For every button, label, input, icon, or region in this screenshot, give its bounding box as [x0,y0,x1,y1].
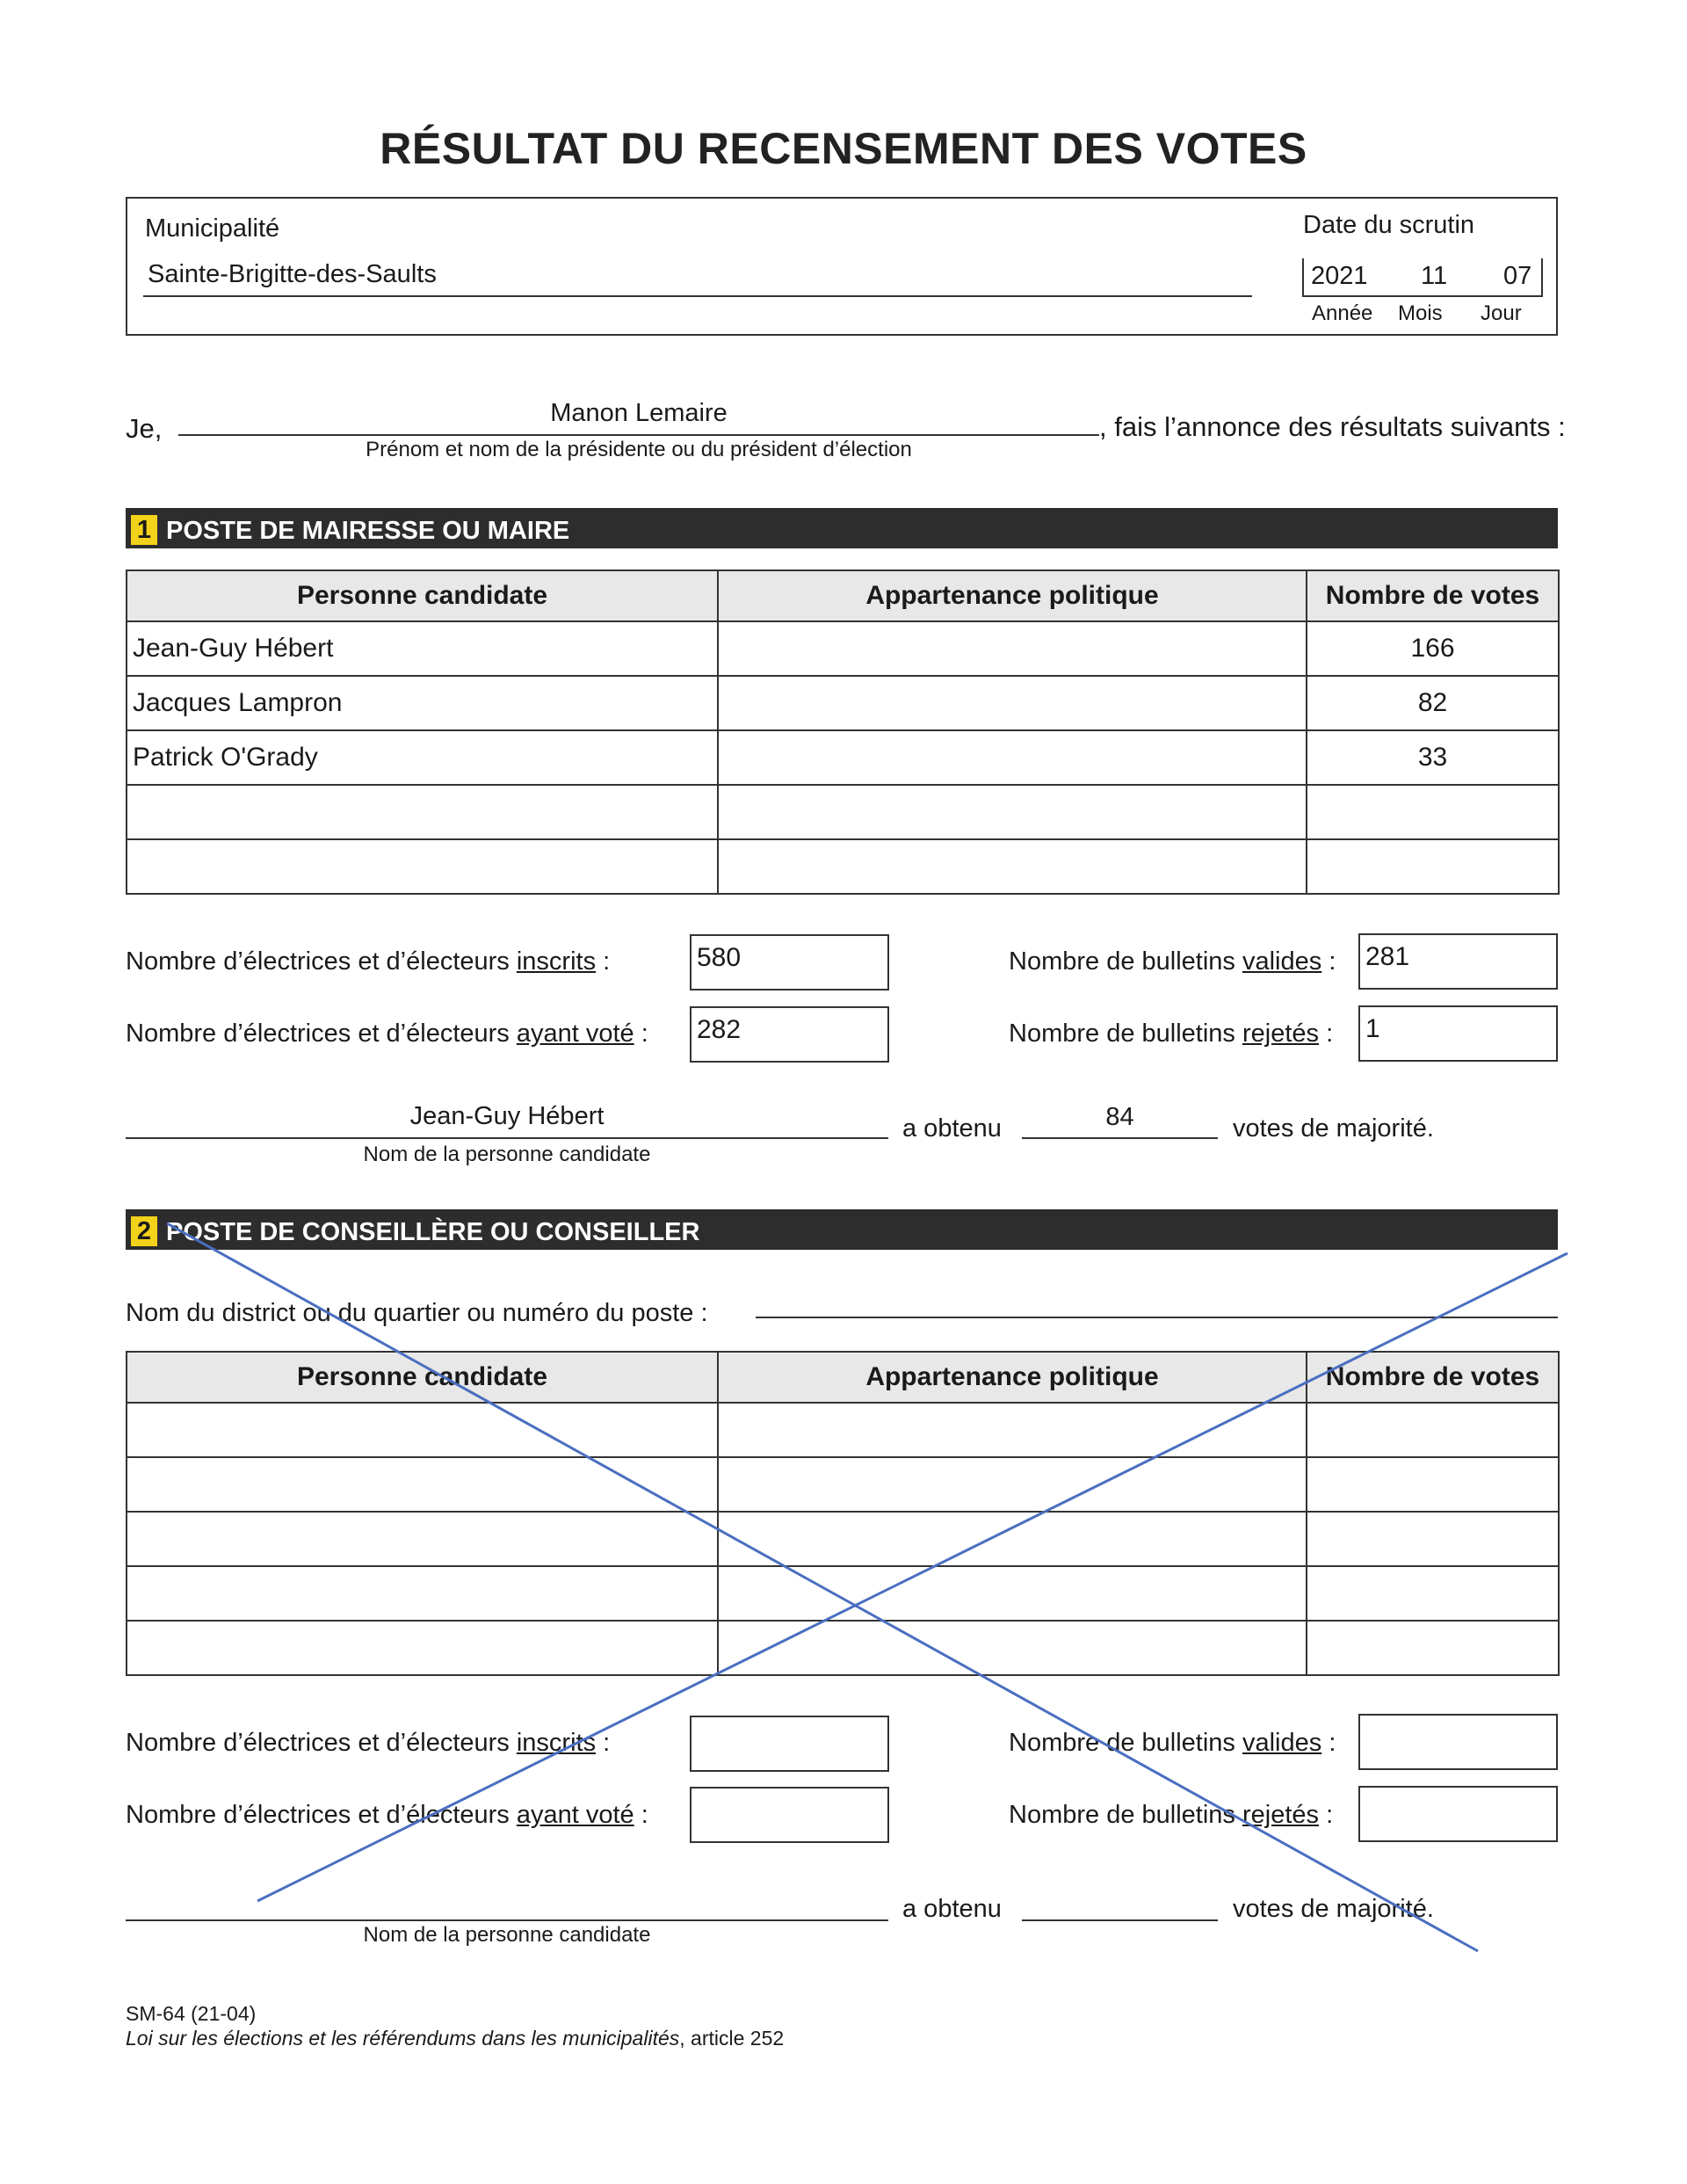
column-header-candidate: Personne candidate [127,570,718,621]
election-year[interactable]: 2021 [1311,262,1368,290]
candidate-name-cell[interactable]: Jean-Guy Hébert [127,621,718,676]
cross-line-1 [167,1223,1478,1951]
valid-ballots-label-2: Nombre de bulletins valides : [1009,1729,1336,1757]
majority-value[interactable]: 84 [1105,1103,1134,1131]
registered-voters-label-2: Nombre d’électrices et d’électeurs inscrits : [126,1729,611,1757]
candidate-name-cell[interactable]: Jacques Lampron [127,676,718,730]
president-name-caption: Prénom et nom de la présidente ou du président d’élection [366,438,912,461]
form-code: SM-64 (21-04) [126,2002,257,2025]
valid-ballots-field[interactable]: 281 [1358,933,1558,990]
election-day[interactable]: 07 [1503,262,1532,290]
section1-title: POSTE DE MAIRESSE OU MAIRE [166,517,570,545]
section2-number: 2 [131,1216,157,1246]
election-month[interactable]: 11 [1421,262,1448,290]
candidate-name-cell[interactable]: Patrick O'Grady [127,730,718,785]
district-label: Nom du district ou du quartier ou numéro du poste : [126,1299,708,1327]
rejected-ballots-label-2: Nombre de bulletins rejetés : [1009,1801,1334,1829]
winner-name-caption: Nom de la personne candidate [363,1143,651,1166]
page-title: RÉSULTAT DU RECENSEMENT DES VOTES [380,124,1307,173]
law-reference: Loi sur les élections et les référendums dans les municipalités, article 252 [126,2027,785,2050]
column-header-votes: Nombre de votes [1307,570,1559,621]
voted-label: Nombre d’électrices et d’électeurs ayant voté : [126,1019,648,1048]
winner-name-caption-2: Nom de la personne candidate [363,1923,651,1947]
president-name[interactable]: Manon Lemaire [550,399,728,427]
votes-cell[interactable]: 82 [1307,676,1559,730]
rejected-ballots-field[interactable]: 1 [1358,1005,1558,1062]
voted-label-2: Nombre d’électrices et d’électeurs ayant voté : [126,1801,648,1829]
column-header-candidate: Personne candidate [127,1352,718,1403]
votes-cell[interactable]: 166 [1307,621,1559,676]
section1-number: 1 [131,515,157,545]
votes-cell[interactable]: 33 [1307,730,1559,785]
announcement-prefix: Je, [126,413,163,444]
column-header-votes: Nombre de votes [1307,1352,1559,1403]
day-caption: Jour [1481,301,1522,325]
column-header-party: Appartenance politique [718,570,1307,621]
month-caption: Mois [1398,301,1443,325]
majority-suffix: votes de majorité. [1233,1114,1434,1143]
obtained-text-2: a obtenu [902,1895,1002,1923]
valid-ballots-label: Nombre de bulletins valides : [1009,947,1336,976]
year-caption: Année [1312,301,1373,325]
election-date-label: Date du scrutin [1303,211,1475,239]
registered-voters-label: Nombre d’électrices et d’électeurs inscrits : [126,947,611,976]
obtained-text: a obtenu [902,1114,1002,1143]
voted-field[interactable]: 282 [690,1006,889,1063]
majority-suffix-2: votes de majorité. [1233,1895,1434,1923]
rejected-ballots-label: Nombre de bulletins rejetés : [1009,1019,1334,1048]
column-header-party: Appartenance politique [718,1352,1307,1403]
section2-title: POSTE DE CONSEILLÈRE OU CONSEILLER [166,1218,700,1246]
announcement-suffix: , fais l’annonce des résultats suivants : [1099,411,1566,442]
municipality-value[interactable]: Sainte-Brigitte-des-Saults [148,260,437,288]
winner-name[interactable]: Jean-Guy Hébert [409,1102,605,1130]
municipality-label: Municipalité [145,214,280,243]
cross-line-2 [257,1253,1568,1901]
registered-voters-field[interactable]: 580 [690,934,889,990]
